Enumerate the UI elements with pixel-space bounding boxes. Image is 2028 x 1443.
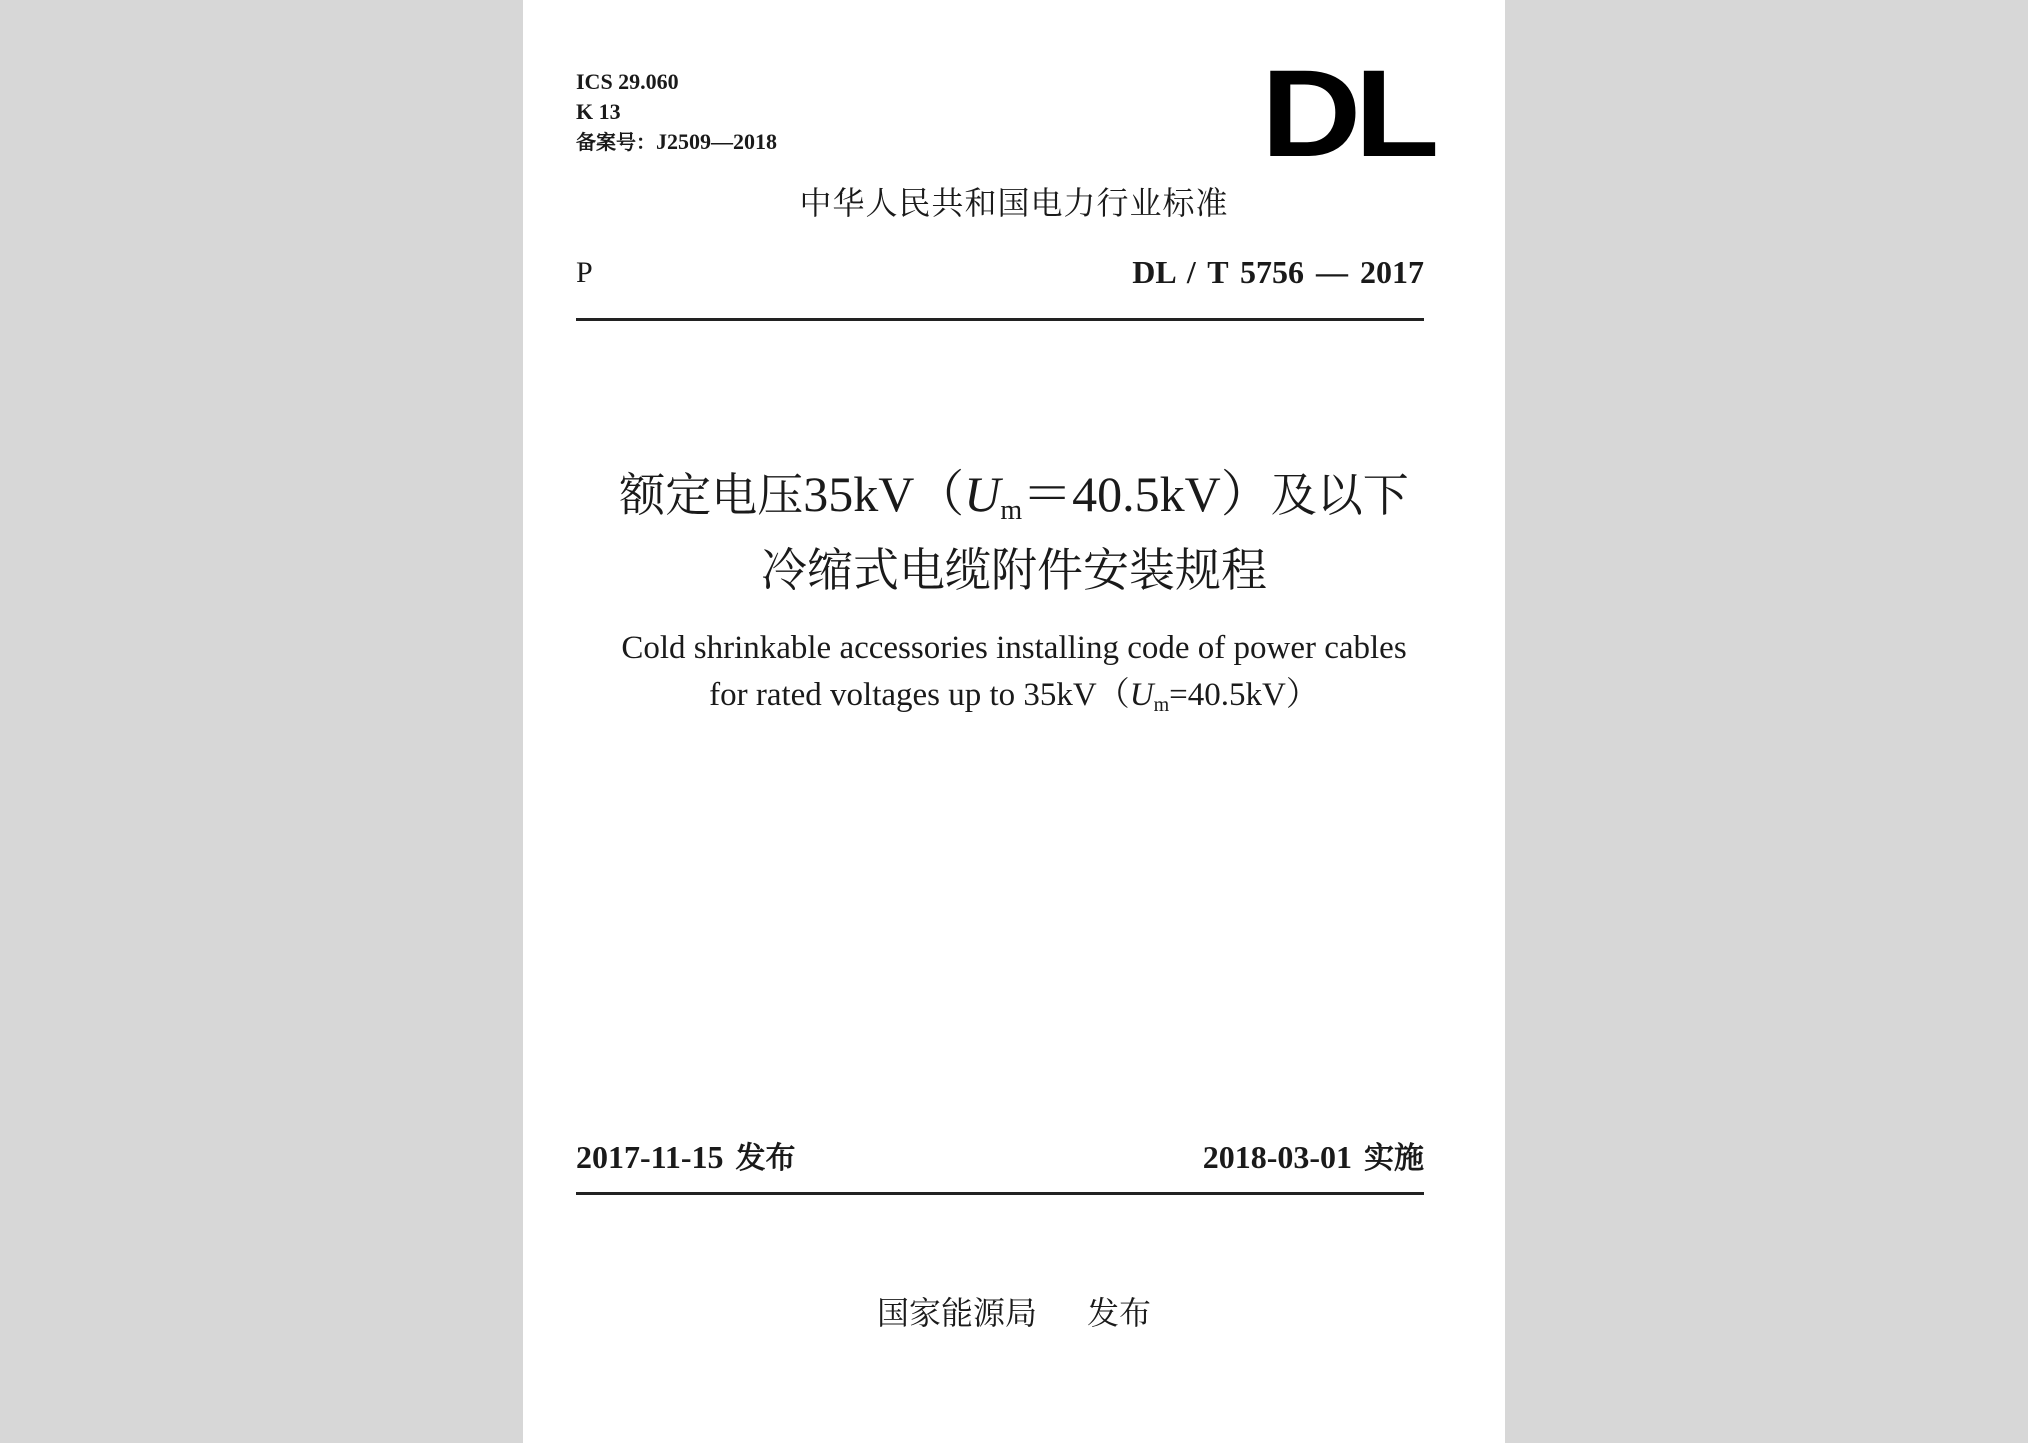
record-number-line	[576, 128, 777, 156]
title-en-suffix: =40.5kV）	[1169, 677, 1319, 713]
standard-number: DL / T 5756 — 2017	[1132, 254, 1424, 290]
issue-label: 发布	[735, 1141, 796, 1176]
title-en-prefix: for rated voltages up to 35kV（	[709, 677, 1130, 713]
chinese-title-line-1	[523, 466, 1505, 539]
class-code: P	[576, 256, 593, 289]
title-cn-variable: U	[964, 466, 1001, 522]
title-cn-prefix: 额定电压	[619, 468, 804, 522]
footer-divider	[576, 1192, 1424, 1195]
implementation-label: 实施	[1364, 1141, 1424, 1176]
record-number-value: J2509—2018	[656, 129, 777, 154]
title-en-subscript: m	[1153, 694, 1170, 716]
issue-date: 2017-11-15	[576, 1139, 724, 1175]
title-cn-suffix: 及以下	[1270, 468, 1409, 522]
document-page	[523, 0, 1505, 1443]
issuer-name: 国家能源局	[876, 1294, 1037, 1332]
chinese-title-line-2: 冷缩式电缆附件安装规程	[761, 543, 1267, 597]
title-en-variable: U	[1129, 677, 1154, 713]
header-divider	[576, 318, 1424, 321]
industry-standard-title: 中华人民共和国电力行业标准	[799, 184, 1229, 222]
english-title-line-2	[523, 673, 1505, 727]
dl-logo: DL	[1261, 45, 1433, 183]
ics-code: ICS 29.060	[576, 69, 679, 94]
issue-date-line	[576, 1136, 796, 1180]
implementation-date-line	[1203, 1136, 1424, 1180]
issuer-line	[523, 1292, 1505, 1334]
title-cn-voltage: 35kV（	[803, 466, 965, 522]
english-title-line-1: Cold shrinkable accessories installing code of power cables	[621, 630, 1407, 666]
record-number-label: 备案号：	[576, 130, 656, 154]
title-cn-value: ＝40.5kV）	[1022, 466, 1271, 522]
issuer-label: 发布	[1087, 1294, 1152, 1332]
title-cn-subscript: m	[1000, 495, 1023, 526]
implementation-date: 2018-03-01	[1202, 1139, 1352, 1175]
classification-code: K 13	[576, 99, 621, 124]
